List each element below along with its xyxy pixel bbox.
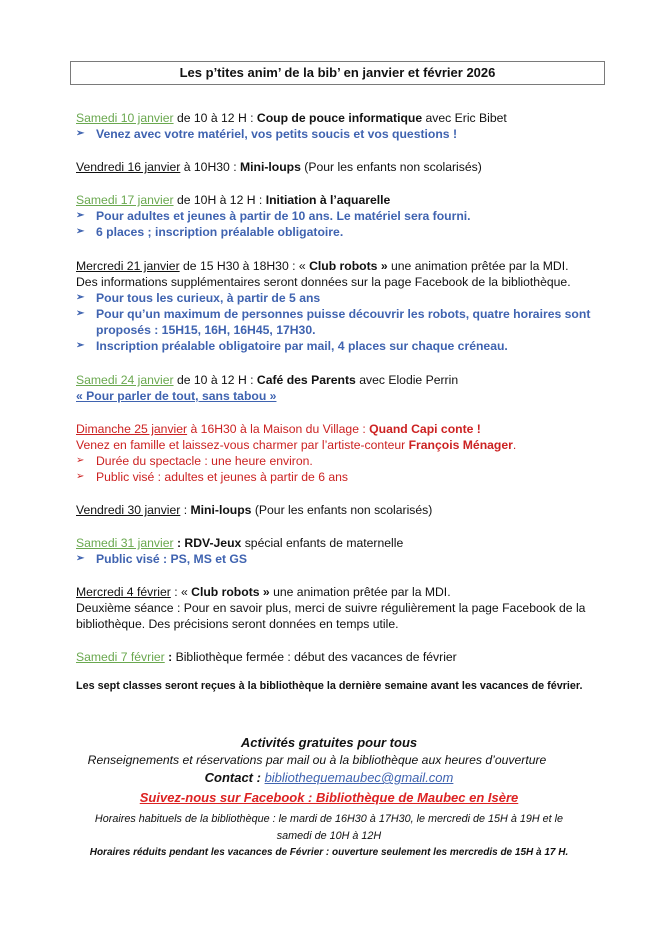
event-line	[76, 421, 481, 437]
arrow-bullet-icon: ➢	[76, 471, 85, 482]
bullet-text: proposés : 15H15, 16H, 16H45, 17H30.	[96, 323, 316, 337]
event-name: Coup de pouce informatique	[256, 111, 423, 125]
event-time: : «	[170, 585, 192, 599]
tagline-text: « Pour parler de tout, sans tabou »	[76, 389, 277, 403]
arrow-bullet-icon: ➢	[76, 553, 85, 564]
event-time: de 15 H30 à 18H30 : «	[179, 259, 310, 273]
event-name: RDV-Jeux	[184, 536, 242, 550]
event-line	[76, 258, 569, 274]
event-name: Mini-loups	[190, 503, 252, 517]
event-bullet	[76, 306, 591, 322]
event-bullet	[76, 551, 248, 567]
event-name: Club robots »	[191, 585, 270, 599]
bullet-text: 6 places ; inscription préalable obligatoire.	[96, 225, 344, 239]
arrow-bullet-icon: ➢	[76, 455, 85, 466]
event-date: Samedi 24 janvier	[76, 373, 174, 387]
arrow-bullet-icon: ➢	[76, 340, 85, 351]
contact-label: Contact :	[204, 770, 265, 785]
bullet-text: Inscription préalable obligatoire par mail, 4 places sur chaque créneau.	[96, 339, 508, 353]
classes-note: Les sept classes seront reçues à la bibliothèque la dernière semaine avant les vacances de février.	[76, 680, 583, 692]
event-line	[76, 372, 458, 388]
event-date: Samedi 31 janvier	[76, 536, 174, 550]
event-bullet	[76, 338, 508, 354]
arrow-bullet-icon: ➢	[76, 308, 85, 319]
event-tagline	[76, 388, 276, 404]
event-line	[76, 502, 432, 518]
event-line	[76, 110, 507, 126]
event-name: Café des Parents	[256, 373, 356, 387]
description-text: Venez en famille et laissez-vous charmer par l’artiste-conteur	[76, 438, 409, 452]
bullet-text: Durée du spectacle : une heure environ.	[96, 454, 313, 468]
event-time: de 10 à 12 H :	[173, 111, 257, 125]
arrow-bullet-icon: ➢	[76, 226, 85, 237]
event-name: Initiation à l’aquarelle	[265, 193, 391, 207]
free-activities-heading: Activités gratuites pour tous	[240, 735, 418, 750]
event-description: bibliothèque. Des précisions seront données en temps utile.	[76, 617, 399, 631]
arrow-bullet-icon: ➢	[76, 128, 85, 139]
event-name: Mini-loups	[239, 160, 301, 174]
event-date: Mercredi 4 février	[76, 585, 171, 599]
bullet-text: Pour adultes et jeunes à partir de 10 ans. Le matériel sera fourni.	[96, 209, 471, 223]
bullet-text: Public visé : PS, MS et GS	[96, 552, 248, 566]
event-time: à 16H30 à la Maison du Village :	[187, 422, 370, 436]
bullet-text: Pour qu’un maximum de personnes puisse découvrir les robots, quatre horaires sont	[96, 307, 591, 321]
event-description: Des informations supplémentaires seront données sur la page Facebook de la bibliothèque.	[76, 275, 571, 289]
artist-name: François Ménager	[408, 438, 513, 452]
event-detail: une animation prêtée par la MDI.	[387, 259, 569, 273]
event-name: Quand Capi conte !	[369, 422, 481, 436]
arrow-bullet-icon: ➢	[76, 292, 85, 303]
email-link[interactable]: bibliothequemaubec@gmail.com	[264, 770, 454, 785]
event-date: Samedi 10 janvier	[76, 111, 174, 125]
event-bullet	[76, 453, 313, 469]
event-date: Dimanche 25 janvier	[76, 422, 188, 436]
event-name: Club robots »	[309, 259, 388, 273]
bullet-text: Venez avec votre matériel, vos petits soucis et vos questions !	[96, 127, 458, 141]
event-line	[76, 584, 451, 600]
event-detail: avec Elodie Perrin	[355, 373, 459, 387]
event-time: à 10H30 :	[180, 160, 240, 174]
hours-text-line2: samedi de 10H à 12H	[276, 830, 382, 842]
event-detail: avec Eric Bibet	[422, 111, 507, 125]
bullet-text: Pour tous les curieux, à partir de 5 ans	[96, 291, 321, 305]
arrow-bullet-icon: ➢	[76, 210, 85, 221]
event-detail: (Pour les enfants non scolarisés)	[251, 503, 433, 517]
event-detail: spécial enfants de maternelle	[241, 536, 404, 550]
hours-text-line1: Horaires habituels de la bibliothèque : le mardi de 16H30 à 17H30, le mercredi de 15H à 19H et le	[94, 813, 564, 825]
facebook-link[interactable]: Suivez-nous sur Facebook : Bibliothèque de Maubec en Isère	[139, 790, 519, 805]
event-date: Vendredi 30 janvier	[76, 503, 181, 517]
reduced-hours-text: Horaires réduits pendant les vacances de Février : ouverture seulement les mercredis de 15H à 17 H.	[89, 847, 569, 858]
event-time: :	[180, 503, 191, 517]
event-description: Deuxième séance : Pour en savoir plus, merci de suivre régulièrement la page Facebook de la	[76, 601, 586, 615]
bullet-text: Public visé : adultes et jeunes à partir de 6 ans	[96, 470, 349, 484]
event-description	[76, 437, 516, 453]
event-date: Samedi 17 janvier	[76, 193, 174, 207]
event-time: :	[164, 650, 176, 664]
event-bullet	[76, 290, 321, 306]
event-line	[76, 535, 403, 551]
event-bullet	[76, 126, 458, 142]
event-line	[76, 159, 482, 175]
document-title: Les p’tites anim’ de la bib’ en janvier et février 2026	[70, 61, 605, 85]
event-date: Mercredi 21 janvier	[76, 259, 180, 273]
event-bullet	[76, 469, 349, 485]
event-bullet-continuation	[96, 322, 316, 338]
event-date: Vendredi 16 janvier	[76, 160, 181, 174]
event-time: de 10 à 12 H :	[173, 373, 257, 387]
event-time: :	[173, 536, 185, 550]
event-detail: une animation prêtée par la MDI.	[269, 585, 451, 599]
event-detail: Bibliothèque fermée : début des vacances de février	[175, 650, 457, 664]
event-bullet	[76, 208, 471, 224]
punctuation: .	[512, 438, 517, 452]
contact-line	[0, 770, 658, 786]
event-line	[76, 649, 457, 665]
event-line	[76, 192, 390, 208]
event-bullet	[76, 224, 344, 240]
event-date: Samedi 7 février	[76, 650, 165, 664]
info-text: Renseignements et réservations par mail ou à la bibliothèque aux heures d’ouverture	[87, 753, 547, 767]
event-detail: (Pour les enfants non scolarisés)	[300, 160, 482, 174]
event-time: de 10H à 12 H :	[173, 193, 266, 207]
